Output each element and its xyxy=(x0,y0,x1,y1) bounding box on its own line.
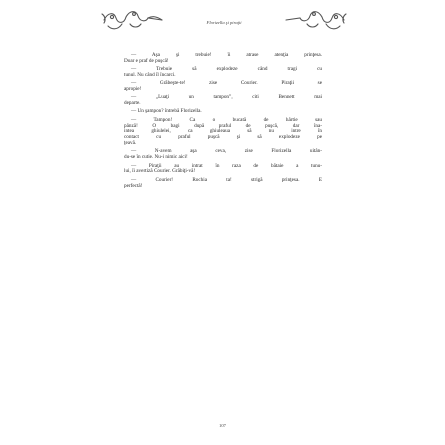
paragraph xyxy=(124,109,322,115)
text-line: perfectă! xyxy=(124,182,143,189)
paragraph xyxy=(124,118,322,148)
paragraph xyxy=(124,178,322,190)
text-line: contact cu praful puşcă şi să explodeze pe xyxy=(124,134,322,141)
paragraph xyxy=(124,81,322,93)
paragraph xyxy=(124,67,322,79)
right-flourish-ornament xyxy=(284,6,348,36)
paragraph xyxy=(124,164,322,176)
text-line: Doar e praf de puşcă! xyxy=(124,57,169,64)
text-line: intea ghiulelei, ca ghiuleaua să nu intre în xyxy=(124,128,322,135)
paragraph xyxy=(124,53,322,65)
text-line: tunul. Nu când îl încarci. xyxy=(124,72,176,79)
text-line: pânză! O bagi după praful de puşcă, dar îna- xyxy=(124,122,322,129)
paragraph xyxy=(124,95,322,107)
text-line: apropie! xyxy=(124,86,142,93)
page-number: 107 xyxy=(219,423,226,428)
body-text xyxy=(124,53,322,192)
running-title: Florizella şi piraţii xyxy=(206,20,242,25)
text-line: — „Luaţi un tampon”, citi Bennett mai xyxy=(131,94,322,101)
text-line: — Un şampon? întrebă Florizella. xyxy=(131,108,202,115)
text-line: ţeavă. xyxy=(124,140,137,147)
text-line: — Grăbeşte-te! zise Courier. Piraţii se xyxy=(131,80,322,87)
running-header xyxy=(100,6,348,36)
text-line: — Piraţii au intrat în raza de bătaie a tunu- xyxy=(131,162,322,169)
text-line: du-se în cutie. Nu-i nimic aici! xyxy=(124,154,188,161)
text-line: — Trebuie să explodeze când tragi cu xyxy=(131,66,322,73)
text-line: lui, îi avertiză Courier. Grăbiţi-vă! xyxy=(124,168,196,175)
text-line: — Tampon! Ca o bucată de hârtie sau xyxy=(131,116,322,123)
text-line: — N-avem aşa ceva, zise Florizella uitân- xyxy=(131,148,322,155)
text-line: departe. xyxy=(124,100,141,107)
text-line: — Aşa şi trebuie! îi atrase atenţia prinţesa. xyxy=(131,52,322,58)
paragraph xyxy=(124,149,322,161)
text-line: — Courier! Rochia ta! strigă prinţesa. E xyxy=(131,176,322,183)
